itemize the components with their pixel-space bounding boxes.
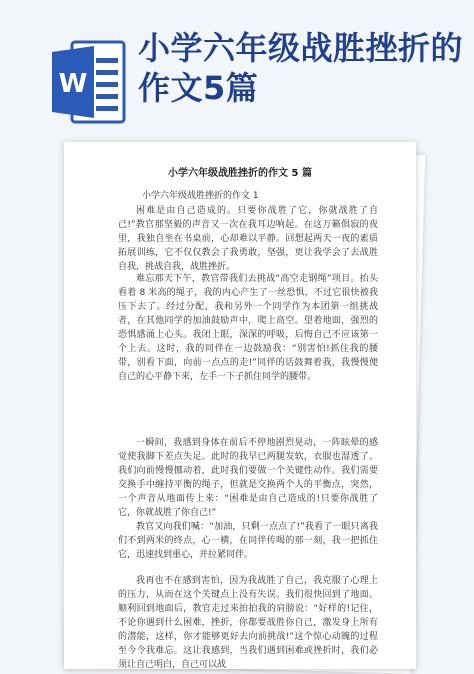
banner (0, 0, 474, 150)
document-page (64, 142, 416, 669)
word-document-icon (52, 40, 126, 124)
svg-text:W: W (58, 69, 88, 99)
document-subheading: 小学六年级战胜挫折的作文 1 (142, 191, 259, 201)
paragraph: 困难是由自己造成的。只要你战胜了它，你就战胜了自己!”教官那坚毅的声音又一次在我耳边响起。在这万籁俱寂的夜里，我独自坐在书桌前，心却难以平静。回想起两天一夜的素质拓展训练，它不仅仅教会了我勇敢，坚强，更让我学会了去战胜自我，挑战自我，战胜挫折。 (118, 206, 378, 272)
paragraph: 教官又向我们喊：“加油，只剩一点点了!”我看了一眼只离我们不到两米的终点，心一横，在同伴传喝的那一刻，我一把抓住它，迅速找到重心，并拉紧同伴。 (118, 522, 378, 560)
document-preview (64, 142, 418, 669)
paragraph: 我再也不在感到害怕，因为我战胜了自己，我克服了心理上的压力，从而在这个关键点上没有失误。我们很快回到了地面。顺利回到地面后，教官走过来拍拍我的肩膀说：“好样的!记住，不论你遇到什么困难，挫折，你都要战胜你自己，激发身上所有的潜能，这样，你才能够更好去向前挑战!”这个惊心动魄的过程至今令我难忘。这让我感到，当我们遇到困难或挫折时，我们必须让自己明白，自己可以战 (118, 576, 378, 669)
paragraph: 难忘那天下午，教官带我们去挑战“高空走钢绳”项目。抬头看着 8 米高的绳子，我的内心产生了一丝恐惧，不过它很快被我压下去了。经过分配，我和另外一个同学作为本团第一组挑战者，在其他同学的加油鼓励声中，爬上高空。望着地面，强烈的恐惧感涌上心头。我闭上眼，深深的呼吸，后悔自己不应该第一个上去。这时，我的同伴在一边鼓励我：“别害怕!抓住我的腰带，别看下面，向前一点点的走!”同伴的话鼓舞着我，我慢慢便自己的心平静下来，左手一下子抓住同学的腰带。 (118, 274, 378, 382)
paragraph: 一瞬间，我感到身体在前后不停地剧烈晃动，一阵眩晕的感觉使我脚下差点失足。此时的我早已两腿发软，衣服也湿透了。我们向前慢慢挪动着，此时我们要做一个关键性动作。我们需要交换手中缠持平衡的绳子，但就是交换两个人的平衡点，突然，一个声音从地面传上来：“困难是由自己造成的!只要你战胜了它，你就战胜了你自己!” (118, 438, 378, 518)
banner-title: 小学六年级战胜挫折的作文5篇 (138, 29, 464, 107)
document-title: 小学六年级战胜挫折的作文 5 篇 (168, 168, 312, 179)
